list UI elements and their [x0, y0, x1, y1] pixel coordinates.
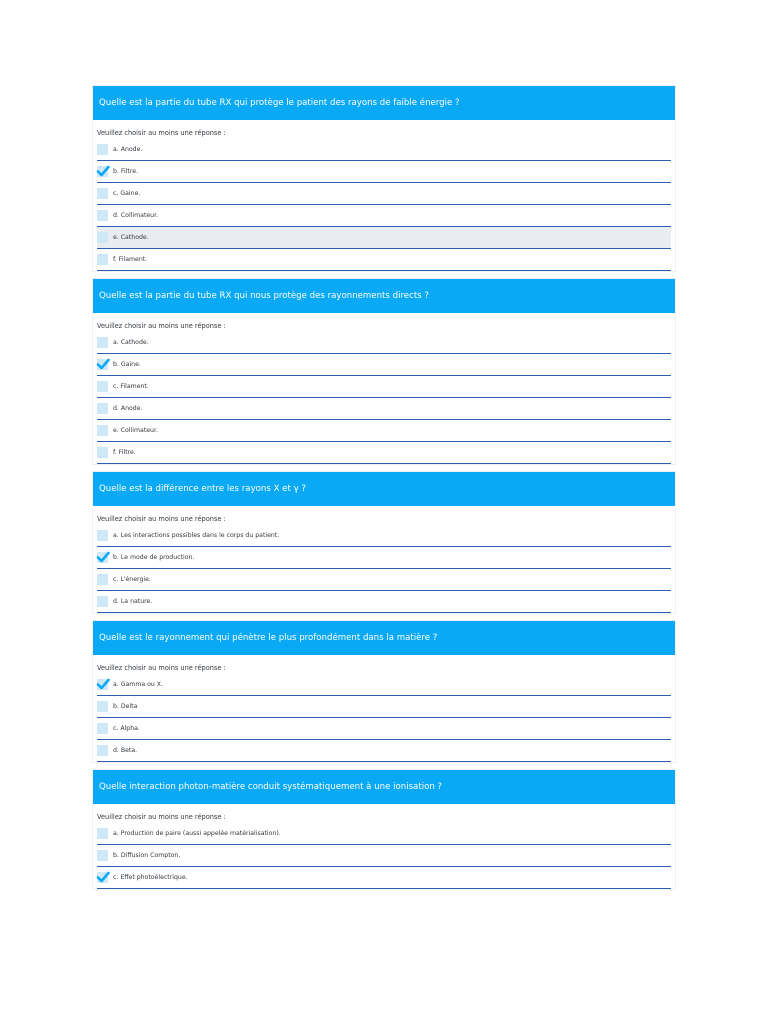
answer-option-label: f. Filament.	[113, 256, 148, 263]
answer-option[interactable]	[97, 205, 671, 227]
answer-option-label: b. Filtre.	[113, 168, 139, 175]
checkbox[interactable]	[97, 210, 108, 221]
answer-option[interactable]	[97, 867, 671, 889]
question-prompt: Veuillez choisir au moins une réponse :	[97, 129, 226, 137]
question-title: Quelle est la partie du tube RX qui protège le patient des rayons de faible énergie ?	[93, 86, 675, 120]
answer-option-label: a. Les interactions possibles dans le corps du patient.	[113, 532, 280, 539]
question-title: Quelle est la différence entre les rayons X et γ ?	[93, 472, 675, 506]
answer-option[interactable]	[97, 525, 671, 547]
checkbox[interactable]	[97, 144, 108, 155]
answer-option-label: d. La nature.	[113, 598, 153, 605]
answer-option[interactable]	[97, 696, 671, 718]
checkmark-icon	[96, 870, 110, 884]
checkbox[interactable]	[97, 574, 108, 585]
answer-option[interactable]	[97, 161, 671, 183]
answer-option[interactable]	[97, 398, 671, 420]
answer-option[interactable]	[97, 823, 671, 845]
checkbox[interactable]	[97, 232, 108, 243]
answer-option-label: f. Filtre.	[113, 449, 136, 456]
answer-option-label: a. Cathode.	[113, 339, 149, 346]
answer-option-label: c. Effet photoélectrique.	[113, 874, 188, 881]
question-card	[93, 279, 675, 464]
question-body	[93, 120, 675, 271]
question-title: Quelle interaction photon-matière conduit systématiquement à une ionisation ?	[93, 770, 675, 804]
checkbox[interactable]	[97, 828, 108, 839]
checkbox[interactable]	[97, 337, 108, 348]
answer-option[interactable]	[97, 674, 671, 696]
question-prompt: Veuillez choisir au moins une réponse :	[97, 515, 226, 523]
checkbox[interactable]	[97, 701, 108, 712]
checkbox-checked[interactable]	[97, 872, 108, 883]
answer-option[interactable]	[97, 139, 671, 161]
answer-option[interactable]	[97, 183, 671, 205]
checkmark-icon	[96, 357, 110, 371]
answer-option[interactable]	[97, 718, 671, 740]
answer-option-label: d. Anode.	[113, 405, 143, 412]
answer-option-label: e. Collimateur.	[113, 427, 158, 434]
answer-option[interactable]	[97, 332, 671, 354]
answer-option[interactable]	[97, 227, 671, 249]
answer-option-label: b. Diffusion Compton.	[113, 852, 181, 859]
checkbox[interactable]	[97, 723, 108, 734]
checkbox-checked[interactable]	[97, 679, 108, 690]
answer-option-label: c. Filament.	[113, 383, 149, 390]
question-card	[93, 472, 675, 613]
question-body	[93, 313, 675, 464]
answer-option[interactable]	[97, 420, 671, 442]
question-card	[93, 621, 675, 762]
answer-option[interactable]	[97, 591, 671, 613]
question-body	[93, 655, 675, 762]
answer-option[interactable]	[97, 569, 671, 591]
checkbox-checked[interactable]	[97, 552, 108, 563]
checkbox[interactable]	[97, 425, 108, 436]
checkmark-icon	[96, 550, 110, 564]
question-card	[93, 770, 675, 889]
checkbox[interactable]	[97, 596, 108, 607]
checkbox[interactable]	[97, 188, 108, 199]
question-title: Quelle est le rayonnement qui pénètre le plus profondément dans la matière ?	[93, 621, 675, 655]
question-card	[93, 86, 675, 271]
answer-option-label: b. Le mode de production.	[113, 554, 195, 561]
answer-option[interactable]	[97, 442, 671, 464]
question-title: Quelle est la partie du tube RX qui nous protège des rayonnements directs ?	[93, 279, 675, 313]
checkmark-icon	[96, 677, 110, 691]
answer-option[interactable]	[97, 354, 671, 376]
answer-option[interactable]	[97, 740, 671, 762]
answer-option-label: c. Alpha.	[113, 725, 140, 732]
question-prompt: Veuillez choisir au moins une réponse :	[97, 664, 226, 672]
checkbox[interactable]	[97, 745, 108, 756]
question-prompt: Veuillez choisir au moins une réponse :	[97, 813, 226, 821]
checkbox-checked[interactable]	[97, 166, 108, 177]
answer-option-label: c. Gaine.	[113, 190, 141, 197]
answer-option-label: a. Production de paire (aussi appelée matérialisation).	[113, 830, 281, 837]
answer-option[interactable]	[97, 376, 671, 398]
checkbox-checked[interactable]	[97, 359, 108, 370]
answer-option-label: b. Delta	[113, 703, 138, 710]
answer-option-label: c. L'énergie.	[113, 576, 151, 583]
checkbox[interactable]	[97, 530, 108, 541]
question-prompt: Veuillez choisir au moins une réponse :	[97, 322, 226, 330]
checkbox[interactable]	[97, 403, 108, 414]
answer-option-label: d. Collimateur.	[113, 212, 159, 219]
answer-option[interactable]	[97, 845, 671, 867]
answer-option[interactable]	[97, 249, 671, 271]
question-body	[93, 804, 675, 889]
answer-option-label: a. Anode.	[113, 146, 143, 153]
answer-option-label: b. Gaine.	[113, 361, 141, 368]
checkbox[interactable]	[97, 447, 108, 458]
question-body	[93, 506, 675, 613]
checkbox[interactable]	[97, 254, 108, 265]
answer-option-label: a. Gamma ou X.	[113, 681, 164, 688]
quiz-container	[93, 86, 675, 889]
answer-option[interactable]	[97, 547, 671, 569]
checkmark-icon	[96, 164, 110, 178]
answer-option-label: d. Beta.	[113, 747, 138, 754]
answer-option-label: e. Cathode.	[113, 234, 149, 241]
checkbox[interactable]	[97, 850, 108, 861]
checkbox[interactable]	[97, 381, 108, 392]
